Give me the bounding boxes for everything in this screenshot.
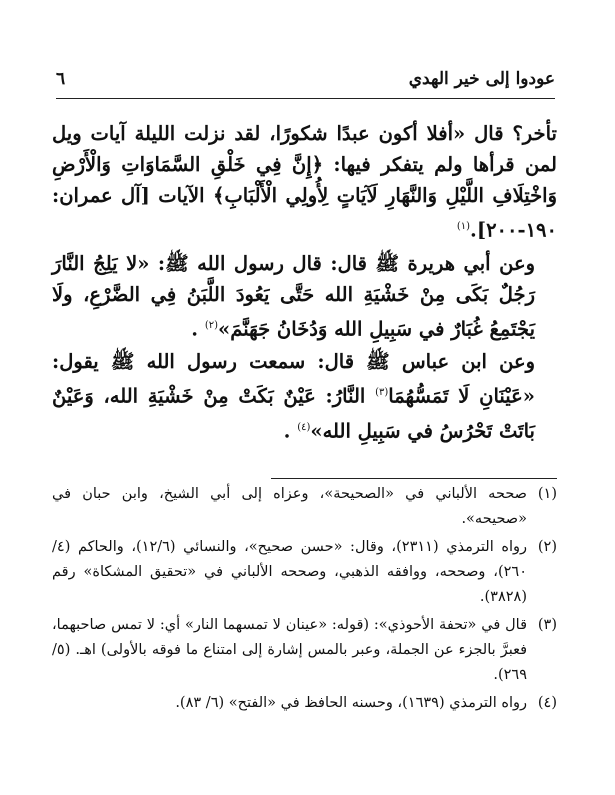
paragraph-1: تأخر؟ قال «أفلا أكون عبدًا شكورًا، لقد نزلت الليلة آيات ويل لمن قرأها ولم يتفكر فيها: ﴿إِنَّ فِي خَلْقِ السَّمَاوَاتِ وَالْأَرْضِ وَاخْتِلَافِ اللَّيْلِ وَالنَّهَارِ لَآيَاتٍ لِأُولِي الْأَلْبَابِ﴾ الآيات [آل عمران: ١٩٠-٢٠٠].$^{(١)}$ (52, 122, 558, 242)
footnote-text: رواه الترمذي (٢٣١١)، وقال: «حسن صحيح»، والنسائي (١٢/٦)، والحاكم (٤/ ٢٦٠)، وصححه، ووافقه الذهبي، وصححه الألباني في «تحقيق المشكاة» رقم (٣٨٢٨). (52, 539, 527, 605)
paragraph-2: وعن أبي هريرة ﷺ قال: قال رسول الله ﷺ: «لا يَلِجُ النَّارَ رَجُلٌ بَكَى مِنْ خَشْيَةِ الله حَتَّى يَعُودَ اللَّبَنُ فِي الضَّرْعِ، ولَا يَجْتَمِعُ غُبَارٌ في سَبِيلِ الله وَدُخَانُ جَهَنَّمَ»$^{(٢)}$ . (52, 251, 535, 340)
footnote-ref-2[interactable]: (٢) (204, 319, 219, 331)
main-text (52, 118, 557, 448)
footnote-number: (٣) (537, 617, 557, 633)
page-number: ٦ (56, 69, 66, 89)
footnote-number: (٢) (537, 539, 557, 555)
paragraph-3: وعن ابن عباس ﷺ قال: سمعت رسول الله ﷺ يقول: «عَيْنَانِ لَا تَمَسُّهُمَا$^{(٣)}$ النَّارُ: عَيْنٌ بَكَتْ مِنْ خَشْيَةِ الله، وَعَيْنٌ بَاتَتْ تَحْرُسُ في سَبِيلِ الله»$^{(٤)}$ . (52, 350, 535, 442)
running-title: عودوا إلى خير الهدي (408, 69, 555, 89)
page-header (56, 66, 555, 92)
footnote-3 (52, 613, 557, 688)
footnote-number: (١) (537, 486, 557, 502)
footnote-separator (271, 478, 557, 479)
footnote-number: (٤) (537, 695, 557, 711)
footnote-text: رواه الترمذي (١٦٣٩)، وحسنه الحافظ في «الفتح» (٦/ ٨٣). (175, 695, 527, 711)
footnote-2 (52, 535, 557, 610)
footnote-ref-1[interactable]: (١) (456, 221, 471, 232)
footnote-text: صححه الألباني في «الصحيحة»، وعزاه إلى أبي الشيخ، وابن حبان في «صحيحه». (52, 486, 527, 527)
footnote-text: قال في «تحفة الأحوذي»: (قوله: «عينان لا تمسهما النار» أي: لا تمس صاحبهما، فعبرَّ بالجزء عن الجملة، وعبر بالمس إشارة إلى امتناع ما فوقه بالأولى) اهـ. (٥/ ٢٦٩). (52, 617, 527, 683)
footnote-4 (52, 691, 557, 716)
footnote-ref-4[interactable]: (٤) (297, 421, 311, 433)
footnote-1 (52, 482, 557, 532)
footnotes (52, 482, 557, 719)
header-rule (56, 98, 555, 99)
footnote-ref-3[interactable]: (٣) (375, 387, 389, 398)
